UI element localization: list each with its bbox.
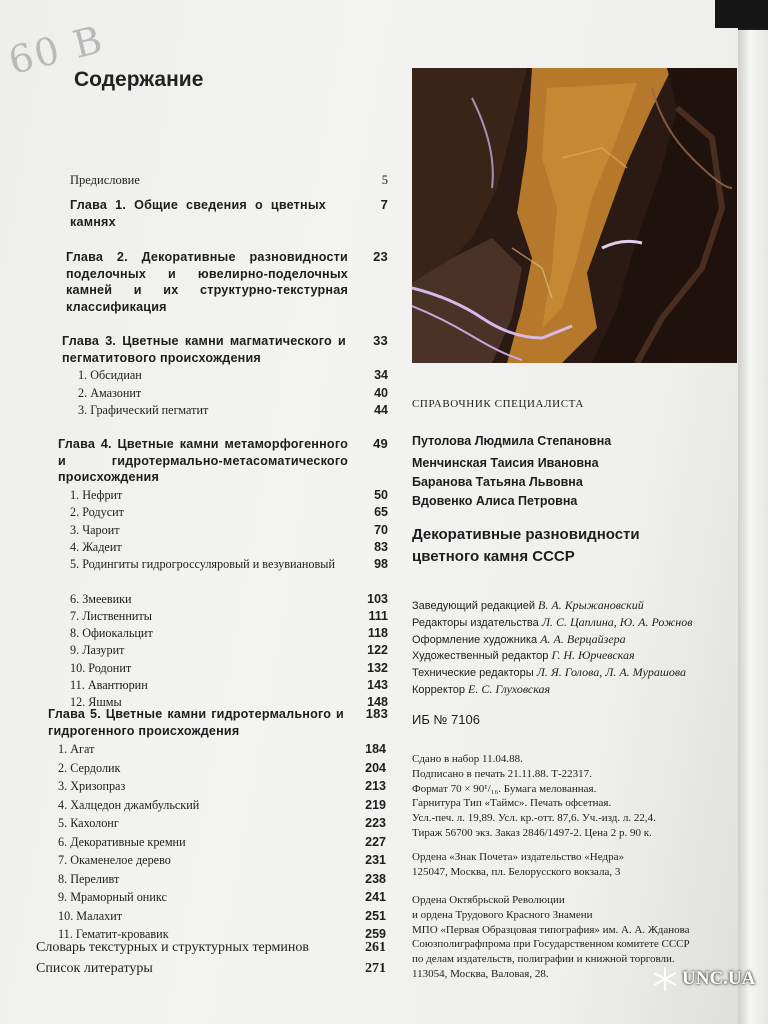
toc-label: Глава 1. Общие сведения о цветных камнях	[70, 198, 326, 229]
toc-page: 238	[365, 871, 386, 886]
toc-label: 1. Нефрит	[70, 488, 123, 502]
toc-label: 4. Жадеит	[70, 539, 122, 554]
toc-page: 23	[373, 249, 388, 264]
dark-background-corner	[715, 0, 768, 28]
toc-label: 11. Гематит-кровавик	[58, 927, 169, 941]
toc-label: 2. Сердолик	[58, 760, 121, 775]
credit-names: Л. Я. Голова, Л. А. Мурашова	[536, 665, 686, 680]
credit-role: Художественный редактор	[412, 650, 549, 663]
toc-item	[70, 522, 388, 538]
toc-label: 3. Графический пегматит	[78, 403, 209, 417]
toc-item	[70, 504, 388, 520]
toc-label: 2. Родусит	[70, 505, 124, 520]
toc-item	[58, 815, 386, 831]
publisher-line: 125047, Москва, пл. Белорусского вокзала, 3	[412, 865, 621, 878]
jasper-texture-image	[412, 68, 737, 363]
toc-page: 118	[367, 626, 388, 641]
toc-literature	[36, 961, 386, 977]
toc-label: Глава 3. Цветные камни магматического и пегматитового происхождения	[62, 334, 346, 365]
toc-page: 227	[365, 834, 386, 849]
credit-role: Оформление художника	[412, 633, 538, 646]
handwritten-note: 60 В	[4, 16, 109, 84]
toc-item	[58, 760, 386, 776]
toc-page: 148	[367, 695, 388, 710]
page-title: Содержание	[74, 68, 204, 91]
toc-page: 44	[374, 403, 388, 417]
toc-page: 34	[374, 368, 388, 382]
toc-item	[78, 367, 388, 383]
toc-label: 6. Декоративные кремни	[58, 834, 186, 849]
watermark-text: UNC.UA	[682, 968, 756, 989]
toc-label: 1. Агат	[58, 742, 95, 756]
toc-label: Предисловие	[70, 173, 140, 187]
toc-page: 223	[365, 816, 386, 830]
toc-item	[70, 556, 388, 572]
toc-page: 219	[365, 797, 386, 812]
toc-item	[70, 677, 388, 693]
toc-label: 5. Родингиты гидрогроссуляровый и везувиановый	[70, 557, 335, 572]
credit-role: Технические редакторы	[412, 667, 534, 680]
credit-names: А. А. Верцайзера	[540, 631, 626, 646]
toc-page: 65	[374, 505, 388, 520]
credit-line	[412, 632, 626, 647]
toc-item	[70, 625, 388, 641]
publisher-info	[412, 850, 624, 880]
next-page-edge	[738, 30, 768, 1024]
toc-item	[58, 834, 386, 850]
toc-page: 251	[365, 908, 386, 923]
book-title	[412, 524, 640, 568]
toc-glossary	[36, 940, 386, 956]
toc-item	[58, 908, 386, 924]
toc-page: 259	[365, 927, 386, 941]
toc-page: 271	[365, 961, 386, 976]
printer-info	[412, 893, 690, 982]
book-title-line: Декоративные разновидности	[412, 526, 640, 543]
toc-item	[70, 694, 388, 710]
toc-page: 143	[367, 678, 388, 692]
toc-label: 6. Змеевики	[70, 591, 132, 606]
credit-line	[412, 665, 686, 680]
series-name: СПРАВОЧНИК СПЕЦИАЛИСТА	[412, 398, 584, 410]
print-info	[412, 752, 656, 841]
credit-line	[412, 682, 550, 697]
credit-names: Е. С. Глуховская	[468, 682, 551, 696]
credit-line	[412, 615, 692, 630]
credit-role: Корректор	[412, 684, 465, 696]
toc-label: 11. Авантюрин	[70, 678, 148, 692]
toc-item	[70, 642, 388, 658]
toc-page: 103	[367, 591, 388, 606]
toc-item	[58, 797, 386, 813]
toc-page: 213	[365, 779, 386, 793]
toc-chapter	[66, 249, 388, 315]
toc-page: 49	[373, 436, 388, 451]
toc-label: 1. Обсидиан	[78, 368, 142, 382]
toc-page: 50	[374, 488, 388, 502]
toc-page: 7	[380, 197, 388, 212]
toc-label: Словарь текстурных и структурных терминов	[36, 940, 310, 955]
toc-item	[58, 852, 386, 868]
printer-line: МПО «Первая Образцовая типография» им. А. А. Жданова	[412, 923, 690, 936]
toc-page: 261	[365, 940, 386, 955]
publisher-line: Ордена «Знак Почета» издательство «Недра»	[412, 851, 624, 863]
toc-page: 231	[365, 853, 386, 867]
toc-page: 184	[365, 742, 386, 756]
toc-label: Глава 5. Цветные камни гидротермального и гидрогенного происхождения	[48, 707, 344, 738]
toc-label: 10. Малахит	[58, 908, 123, 923]
toc-label: 8. Офиокальцит	[70, 626, 153, 641]
toc-label: 9. Мраморный оникс	[58, 890, 167, 904]
toc-label: 3. Чароит	[70, 522, 120, 537]
printer-line: по делам издательств, полиграфии и книжной торговли.	[412, 953, 675, 966]
toc-item	[70, 608, 388, 624]
toc-page: 5	[381, 173, 388, 187]
toc-label: 2. Амазонит	[78, 385, 142, 400]
printer-line: Союзполиграфпрома при Государственном комитете СССР	[412, 938, 690, 951]
toc-page: 204	[365, 760, 386, 775]
stone-photo	[412, 68, 737, 363]
print-info-line: Подписано в печать 21.11.88. Т-22317.	[412, 767, 592, 780]
toc-item	[78, 402, 388, 418]
print-info-line: Гарнитура Тип «Таймс». Печать офсетная.	[412, 797, 612, 810]
toc-label: Список литературы	[36, 961, 153, 976]
print-info-line: Усл.-печ. л. 19,89. Усл. кр.-отт. 87,6. Уч.-изд. л. 22,4.	[412, 812, 656, 825]
credit-names: Г. Н. Юрчевская	[551, 648, 635, 663]
toc-item	[58, 889, 386, 905]
credit-line	[412, 598, 644, 613]
watermark	[652, 966, 755, 992]
toc-page: 111	[368, 608, 388, 623]
book-title-line: цветного камня СССР	[412, 548, 575, 565]
toc-preface	[70, 173, 388, 188]
snowflake-icon	[652, 966, 678, 992]
toc-item	[70, 539, 388, 555]
toc-page: 83	[374, 539, 388, 554]
credit-role: Заведующий редакцией	[412, 600, 535, 612]
ib-number: ИБ № 7106	[412, 712, 480, 727]
toc-label: 7. Лиственниты	[70, 608, 152, 623]
toc-item	[70, 591, 388, 607]
author: Путолова Людмила Степановна	[412, 434, 612, 448]
toc-chapter	[58, 436, 388, 486]
toc-page: 183	[365, 706, 388, 721]
toc-label: 12. Яшмы	[70, 695, 122, 710]
toc-page: 33	[373, 333, 388, 348]
toc-page: 40	[374, 385, 388, 400]
toc-page: 241	[365, 890, 386, 904]
credit-role: Редакторы издательства	[412, 616, 539, 629]
toc-label: 8. Переливт	[58, 871, 120, 886]
credit-names: В. А. Крыжановский	[538, 598, 644, 612]
toc-label: 9. Лазурит	[70, 643, 125, 658]
toc-chapter	[48, 706, 388, 739]
print-info-line: Сдано в набор 11.04.88.	[412, 753, 523, 765]
toc-page: 132	[367, 660, 388, 675]
print-info-line: Тираж 56700 экз. Заказ 2846/1497-2. Цена 2 р. 90 к.	[412, 826, 652, 839]
toc-chapter	[62, 333, 388, 366]
toc-chapter	[70, 197, 388, 230]
toc-item	[58, 926, 386, 942]
toc-item	[58, 871, 386, 887]
toc-page: 98	[374, 557, 388, 572]
print-info-line: Формат 70 × 90¹/₁₆. Бумага мелованная.	[412, 782, 597, 795]
toc-page: 122	[367, 643, 388, 658]
toc-page: 70	[374, 522, 388, 537]
toc-label: Глава 2. Декоративные разновидности поделочных и ювелирно-поделочных камней и их структурно-текстурная классификация	[66, 250, 348, 314]
credit-line	[412, 648, 635, 663]
toc-label: 5. Кахолонг	[58, 816, 119, 830]
toc-label: 7. Окаменелое дерево	[58, 853, 171, 867]
printer-line: и ордена Трудового Красного Знамени	[412, 908, 593, 921]
toc-label: 4. Халцедон джамбульский	[58, 797, 200, 812]
toc-item	[58, 741, 386, 757]
toc-item	[70, 487, 388, 503]
printer-line: Ордена Октябрьской Революции	[412, 894, 565, 906]
author: Менчинская Таисия Ивановна	[412, 456, 599, 470]
toc-label: 3. Хризопраз	[58, 779, 126, 793]
toc-item	[58, 778, 386, 794]
toc-item	[78, 385, 388, 401]
toc-item	[70, 660, 388, 676]
author: Вдовенко Алиса Петровна	[412, 494, 578, 508]
credit-names: Л. С. Цаплина, Ю. А. Рожнов	[541, 614, 693, 629]
author: Баранова Татьяна Львовна	[412, 475, 583, 489]
printer-line: 113054, Москва, Валовая, 28.	[412, 967, 549, 980]
toc-label: 10. Родонит	[70, 660, 132, 675]
toc-label: Глава 4. Цветные камни метаморфогенного и гидротермально-метасоматического происхождения	[58, 437, 348, 484]
